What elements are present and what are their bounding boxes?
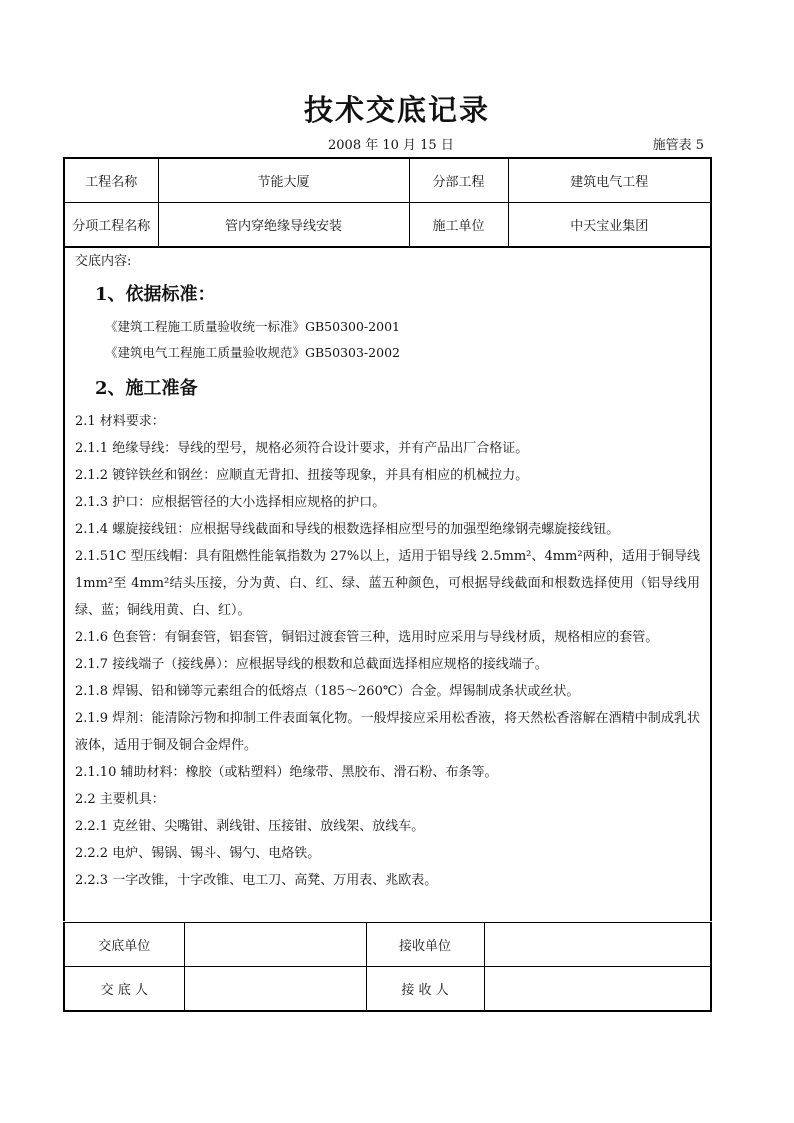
division-label: 分部工程	[409, 158, 508, 203]
project-name-label: 工程名称	[64, 158, 158, 203]
paragraph: 2.1 材料要求：	[75, 414, 165, 429]
paragraph: 2.2.1 克丝钳、尖嘴钳、剥线钳、压接钳、放线架、放线车。	[75, 819, 425, 834]
date: 2008 年 10 月 15 日	[328, 138, 454, 153]
signature-table	[63, 922, 712, 1012]
paragraph: 2.2 主要机具：	[75, 792, 165, 807]
subitem-label: 分项工程名称	[64, 203, 158, 248]
table-row	[64, 203, 711, 248]
table-row	[64, 923, 711, 967]
paragraph: 2.1.51C 型压线帽：具有阻燃性能氧指数为 27%以上，适用于铝导线 2.5mm²、4mm²两种，适用于铜导线 1mm²至 4mm²结头压接，分为黄、白、红、绿、蓝五种颜色，可根据导线截面和根数选择使用（铝导线用绿、蓝；铜线用黄、白、红）。	[75, 549, 700, 618]
subitem-value: 管内穿绝缘导线安装	[158, 203, 409, 248]
paragraph: 2.1.10 辅助材料：橡胶（或粘塑料）绝缘带、黑胶布、滑石粉、布条等。	[75, 765, 498, 780]
issuer-label: 交 底 人	[64, 967, 184, 1012]
section-heading-2: 2、施工准备	[95, 378, 198, 399]
content-label: 交底内容:	[75, 254, 132, 269]
paragraph: 2.1.7 接线端子（接线鼻）：应根据导线的根数和总截面选择相应规格的接线端子。	[75, 657, 548, 672]
content-cell	[63, 246, 712, 921]
issuer-value[interactable]	[184, 967, 366, 1012]
page-title: 技术交底记录	[303, 93, 490, 127]
header-table	[63, 157, 712, 248]
issuing-unit-value[interactable]	[184, 923, 366, 967]
paragraph: 2.1.9 焊剂：能清除污物和抑制工件表面氧化物。一般焊接应采用松香液，将天然松香溶解在酒精中制成乳状液体，适用于铜及铜合金焊件。	[75, 711, 700, 753]
standard-item: 《建筑电气工程施工质量验收规范》GB50303-2002	[105, 345, 400, 360]
receiver-label: 接 收 人	[366, 967, 484, 1012]
contractor-value: 中天宝业集团	[508, 203, 711, 248]
paragraph: 2.2.2 电炉、锡锅、锡斗、锡勺、电烙铁。	[75, 846, 321, 861]
contractor-label: 施工单位	[409, 203, 508, 248]
receiving-unit-label: 接收单位	[366, 923, 484, 967]
standard-item: 《建筑工程施工质量验收统一标准》GB50300-2001	[105, 319, 400, 334]
issuing-unit-label: 交底单位	[64, 923, 184, 967]
paragraph: 2.1.4 螺旋接线钮：应根据导线截面和导线的根数选择相应型号的加强型绝缘钢壳螺旋接线钮。	[75, 522, 620, 537]
project-name-value: 节能大厦	[158, 158, 409, 203]
receiver-value[interactable]	[484, 967, 711, 1012]
division-value: 建筑电气工程	[508, 158, 711, 203]
table-row	[64, 158, 711, 203]
paragraph: 2.1.6 色套管：有铜套管，铝套管，铜铝过渡套管三种，选用时应采用与导线材质，规格相应的套管。	[75, 630, 659, 645]
section-heading-1: 1、依据标准：	[95, 284, 216, 305]
paragraph: 2.2.3 一字改锥，十字改锥、电工刀、高凳、万用表、兆欧表。	[75, 873, 438, 888]
paragraph: 2.1.8 焊锡、铅和锑等元素组合的低熔点（185～260℃）合金。焊锡制成条状或丝状。	[75, 684, 580, 699]
table-row	[64, 967, 711, 1012]
form-number: 施管表 5	[652, 138, 704, 153]
paragraph: 2.1.2 镀锌铁丝和钢丝：应顺直无背扣、扭接等现象，并具有相应的机械拉力。	[75, 468, 529, 483]
paragraph: 2.1.3 护口：应根据管径的大小选择相应规格的护口。	[75, 495, 386, 510]
paragraph: 2.1.1 绝缘导线：导线的型号，规格必须符合设计要求，并有产品出厂合格证。	[75, 441, 529, 456]
receiving-unit-value[interactable]	[484, 923, 711, 967]
